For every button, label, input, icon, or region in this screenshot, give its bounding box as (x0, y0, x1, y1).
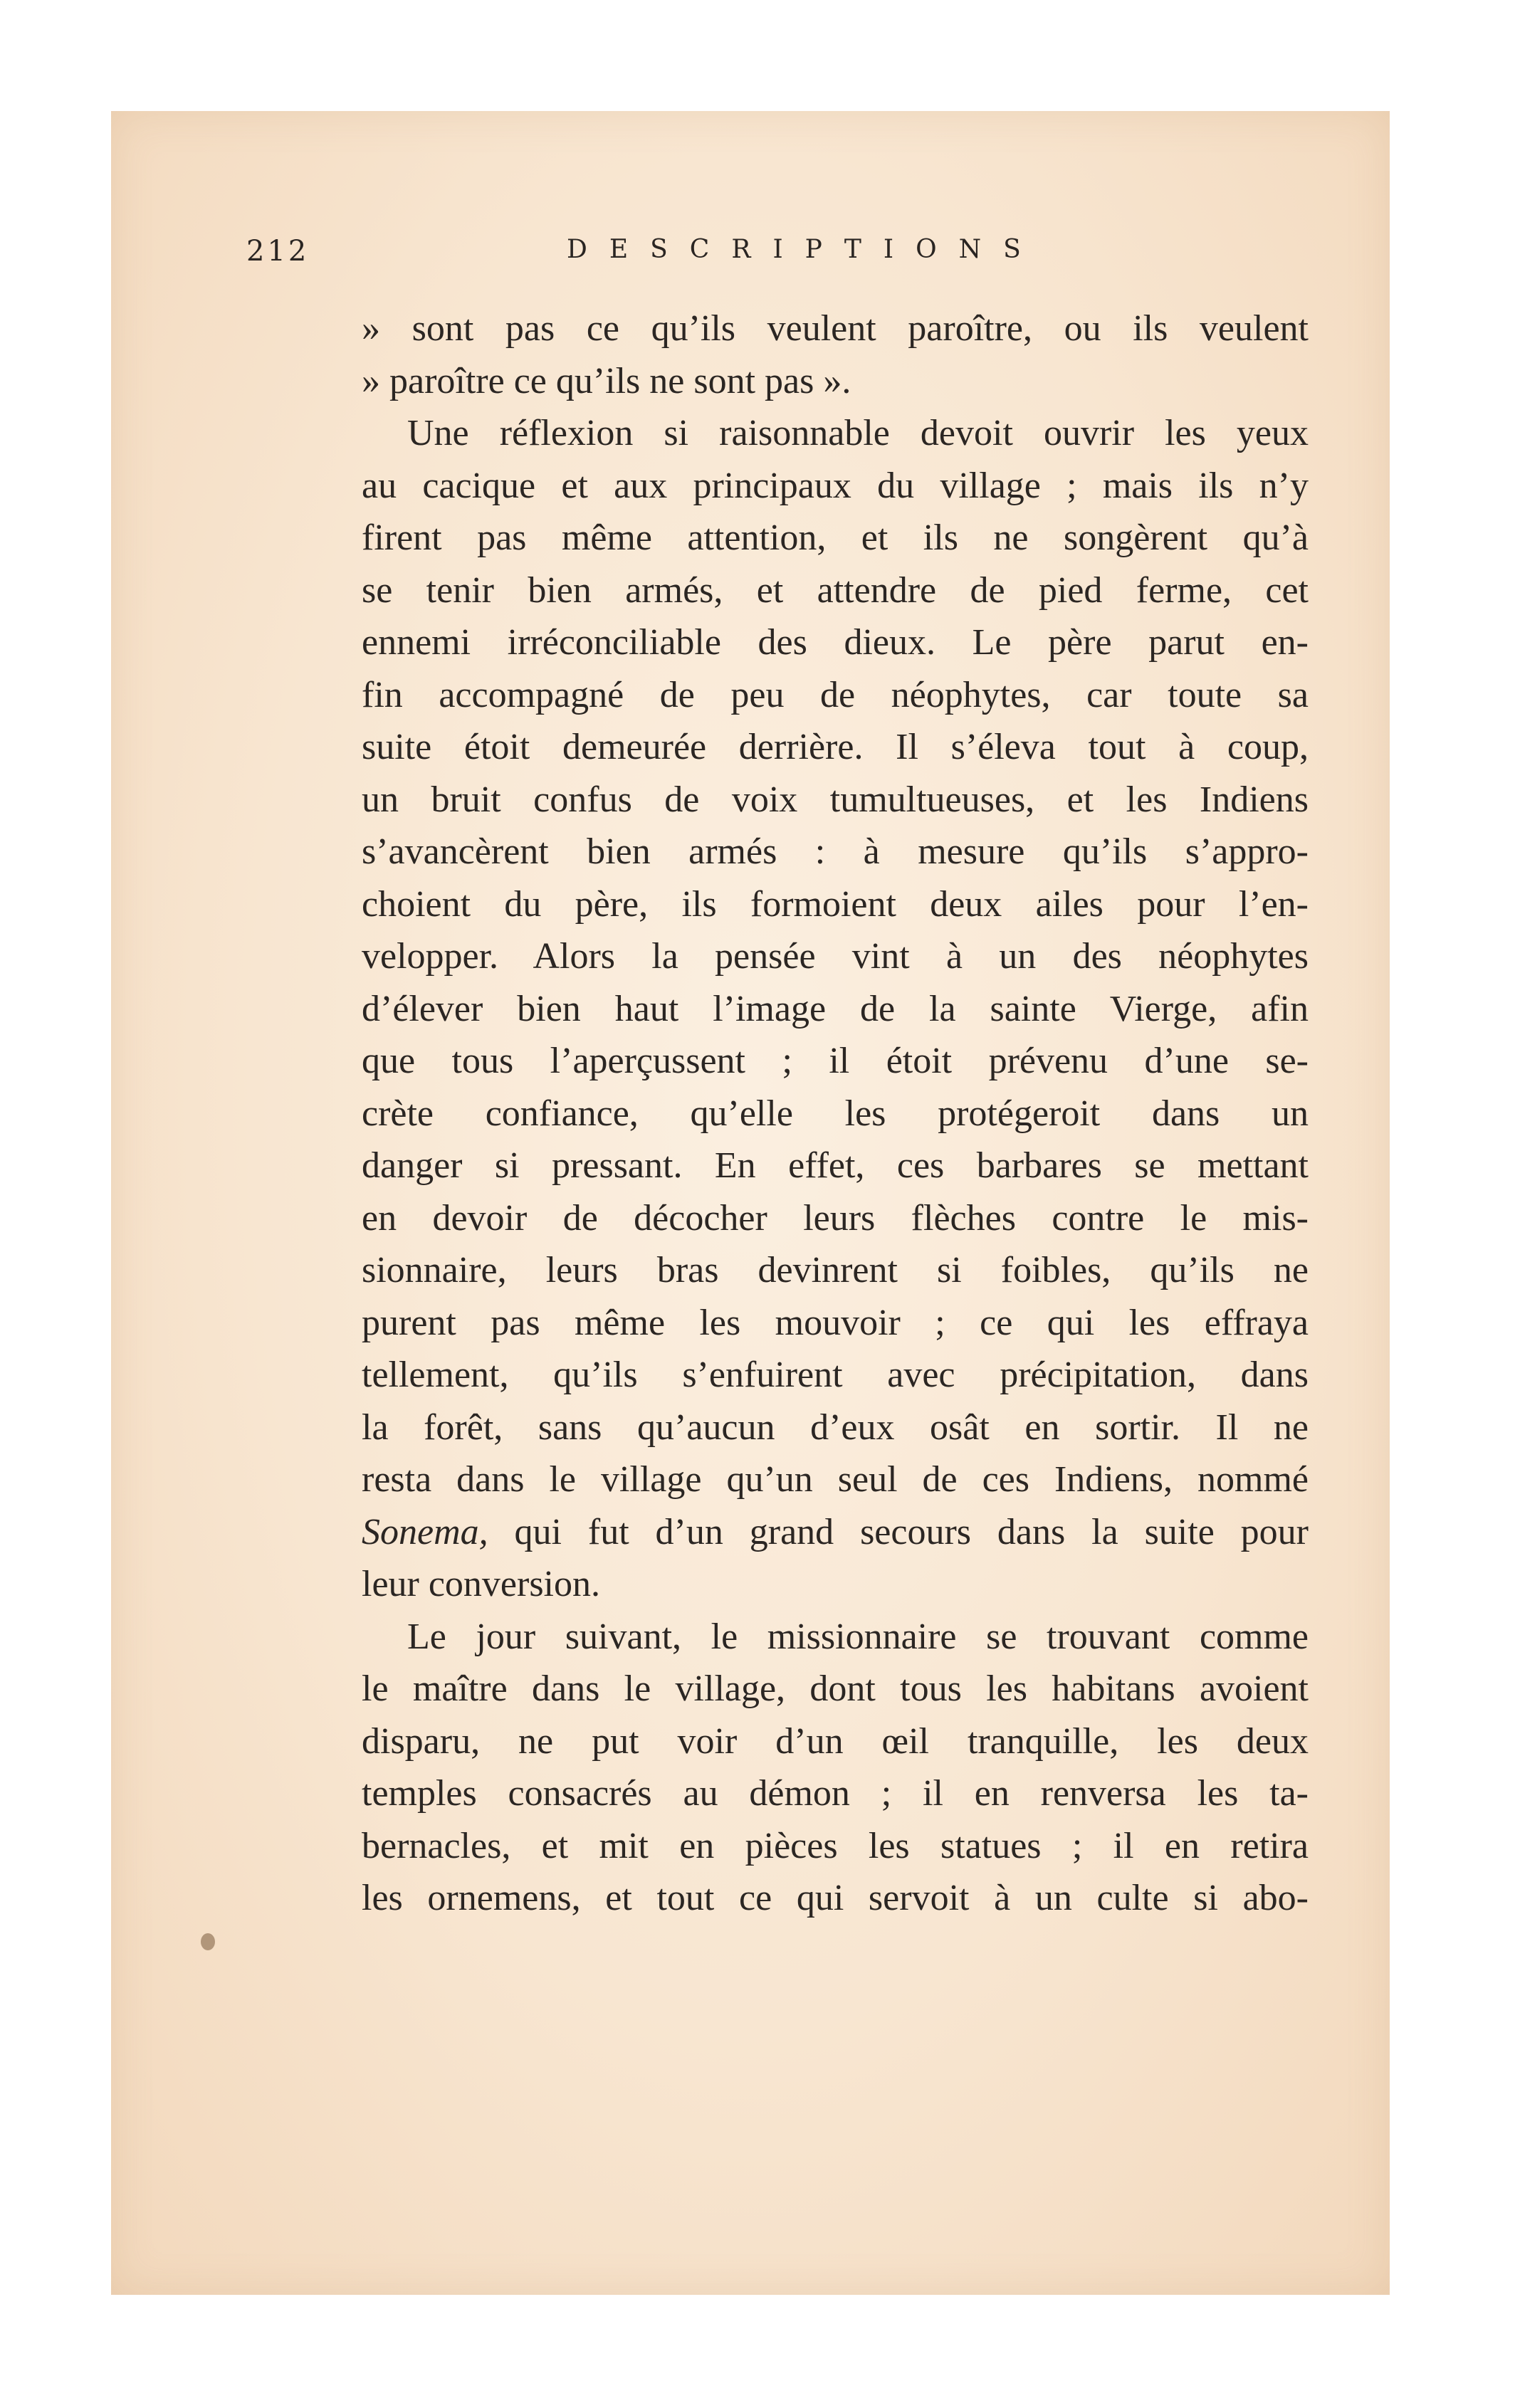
text-line: crète confiance, qu’elle les protégeroit dans un (362, 1093, 1309, 1134)
text-line: en devoir de décocher leurs flèches contre le mis- (362, 1197, 1309, 1239)
text-line: suite étoit demeurée derrière. Il s’éleva tout à coup, (362, 727, 1309, 767)
page-number: 212 (246, 235, 310, 268)
text-line: danger si pressant. En effet, ces barbares se mettant (362, 1145, 1309, 1186)
text-line: se tenir bien armés, et attendre de pied ferme, cet (362, 569, 1309, 611)
text-line: que tous l’aperçussent ; il étoit prévenu d’une se- (362, 1041, 1309, 1081)
text-line: au cacique et aux principaux du village ; mais ils n’y (362, 465, 1309, 506)
text-line: la forêt, sans qu’aucun d’eux osât en sortir. Il ne (362, 1407, 1309, 1448)
text-line: tellement, qu’ils s’enfuirent avec précipitation, dans (362, 1355, 1309, 1395)
text-line: fin accompagné de peu de néophytes, car toute sa (362, 674, 1309, 715)
text-line: leur conversion. (362, 1564, 601, 1604)
text-line: » paroître ce qu’ils ne sont pas ». (362, 360, 851, 401)
running-head (246, 231, 1143, 273)
text-line-rest: qui fut d’un grand secours dans la suite pour (514, 1511, 1309, 1552)
text-line: temples consacrés au démon ; il en renversa les ta- (362, 1773, 1309, 1814)
text-line-paragraph-start: Le jour suivant, le missionnaire se trouvant comme (407, 1616, 1309, 1657)
text-line: bernacles, et mit en pièces les statues ; il en retira (362, 1825, 1309, 1866)
text-line: resta dans le village qu’un seul de ces Indiens, nommé (362, 1459, 1309, 1500)
running-head-title: DESCRIPTIONS (567, 235, 1043, 264)
text-line: d’élever bien haut l’image de la sainte Vierge, afin (362, 988, 1309, 1029)
text-line: » sont pas ce qu’ils veulent paroître, ou ils veulent (362, 308, 1309, 349)
text-line-paragraph-start: Une réflexion si raisonnable devoit ouvrir les yeux (407, 413, 1309, 453)
text-line: choient du père, ils formoient deux ailes pour l’en- (362, 883, 1309, 925)
text-line: purent pas même les mouvoir ; ce qui les effraya (362, 1302, 1309, 1343)
text-line: ennemi irréconciliable des dieux. Le père parut en- (362, 622, 1309, 663)
foxing-spot (201, 1933, 215, 1950)
text-line: les ornemens, et tout ce qui servoit à un culte si abo- (362, 1878, 1309, 1918)
body-text (362, 303, 1309, 1925)
text-line: le maître dans le village, dont tous les habitans avoient (362, 1668, 1309, 1709)
italic-name: Sonema, (362, 1511, 488, 1552)
text-line: s’avancèrent bien armés : à mesure qu’ils s’appro- (362, 831, 1309, 872)
text-line: firent pas même attention, et ils ne songèrent qu’à (362, 517, 1309, 558)
text-line: disparu, ne put voir d’un œil tranquille, les deux (362, 1720, 1309, 1762)
text-line: sionnaire, leurs bras devinrent si foibles, qu’ils ne (362, 1250, 1309, 1290)
text-line-with-name (362, 1506, 1309, 1559)
text-line: velopper. Alors la pensée vint à un des néophytes (362, 936, 1309, 977)
text-line: un bruit confus de voix tumultueuses, et les Indiens (362, 779, 1309, 820)
